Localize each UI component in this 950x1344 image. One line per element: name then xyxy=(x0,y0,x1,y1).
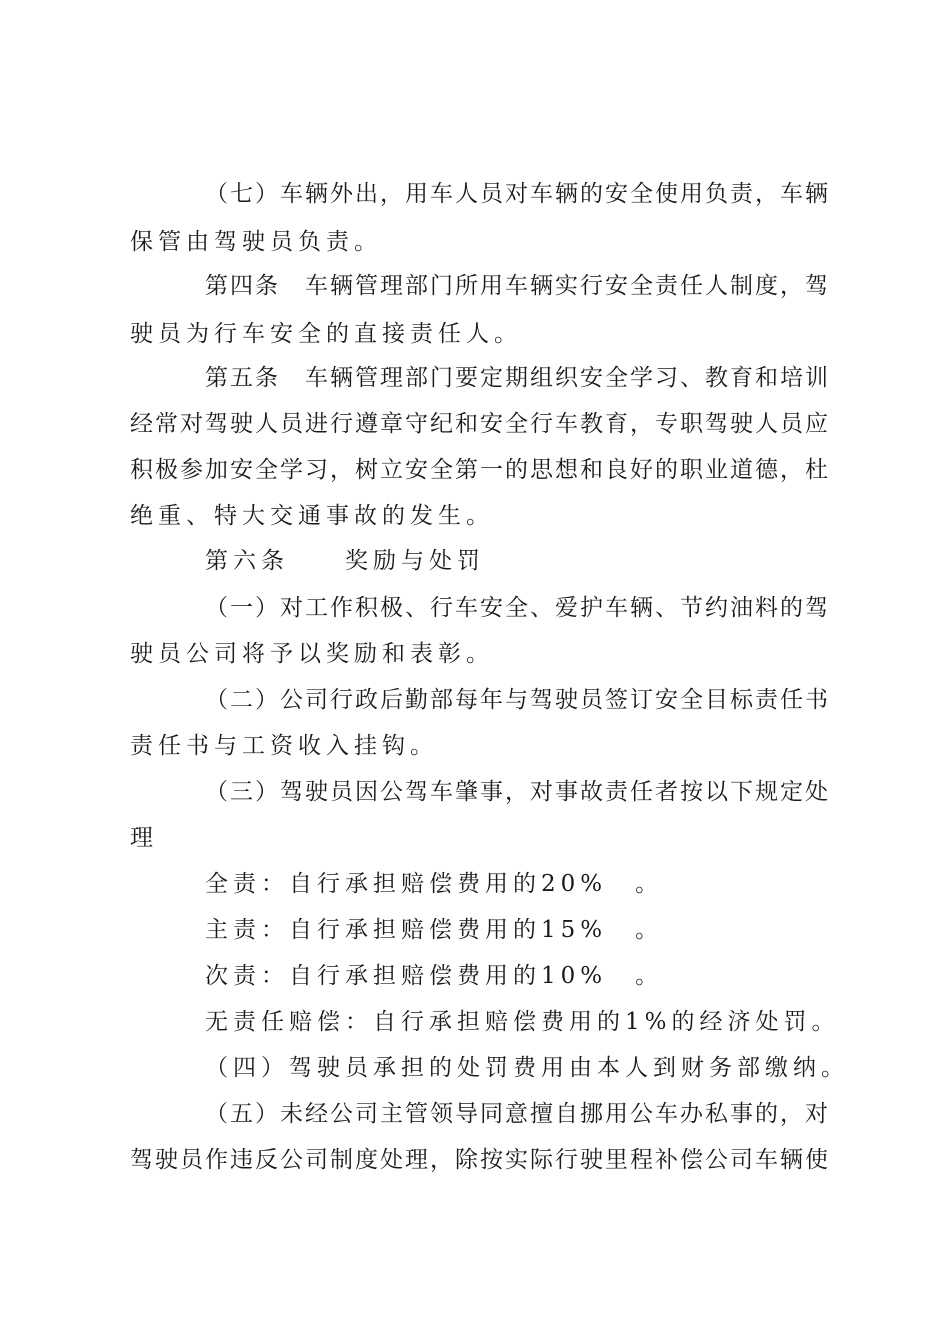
liability-main-line: 主责：自行承担赔偿费用的15% 。 xyxy=(205,917,664,943)
liability-none-line: 无责任赔偿：自行承担赔偿费用的1%的经济处罚。 xyxy=(205,1009,840,1035)
paragraph-line: 经常对驾驶人员进行遵章守纪和安全行车教育，专职驾驶人员应 xyxy=(130,411,828,437)
paragraph-line: 驶员为行车安全的直接责任人。 xyxy=(130,321,522,347)
paragraph-line: 责任书与工资收入挂钩。 xyxy=(130,733,438,759)
paragraph-line: （四）驾驶员承担的处罚费用由本人到财务部缴纳。 xyxy=(205,1055,849,1081)
paragraph-line: 理 xyxy=(130,825,158,851)
paragraph-line: 积极参加安全学习，树立安全第一的思想和良好的职业道德，杜 xyxy=(130,457,828,483)
paragraph-line: （七）车辆外出，用车人员对车辆的安全使用负责，车辆 xyxy=(205,181,828,207)
paragraph-line: 绝重、特大交通事故的发生。 xyxy=(130,503,494,529)
liability-secondary-line: 次责：自行承担赔偿费用的10% 。 xyxy=(205,963,664,989)
article-4-line: 第四条 车辆管理部门所用车辆实行安全责任人制度，驾 xyxy=(205,273,828,299)
paragraph-line: （三）驾驶员因公驾车肇事，对事故责任者按以下规定处 xyxy=(205,779,828,805)
article-6-heading: 第六条 奖励与处罚 xyxy=(205,548,485,574)
paragraph-line: 保管由驾驶员负责。 xyxy=(130,229,382,255)
paragraph-line: （一）对工作积极、行车安全、爱护车辆、节约油料的驾 xyxy=(205,595,828,621)
paragraph-line: 驶员公司将予以奖励和表彰。 xyxy=(130,641,494,667)
liability-full-line: 全责：自行承担赔偿费用的20% 。 xyxy=(205,871,664,897)
paragraph-line: （五）未经公司主管领导同意擅自挪用公车办私事的，对 xyxy=(205,1101,828,1127)
article-5-line: 第五条 车辆管理部门要定期组织安全学习、教育和培训 xyxy=(205,365,828,391)
paragraph-line: （二）公司行政后勤部每年与驾驶员签订安全目标责任书 xyxy=(205,687,828,713)
paragraph-line: 驾驶员作违反公司制度处理，除按实际行驶里程补偿公司车辆使 xyxy=(130,1147,828,1173)
